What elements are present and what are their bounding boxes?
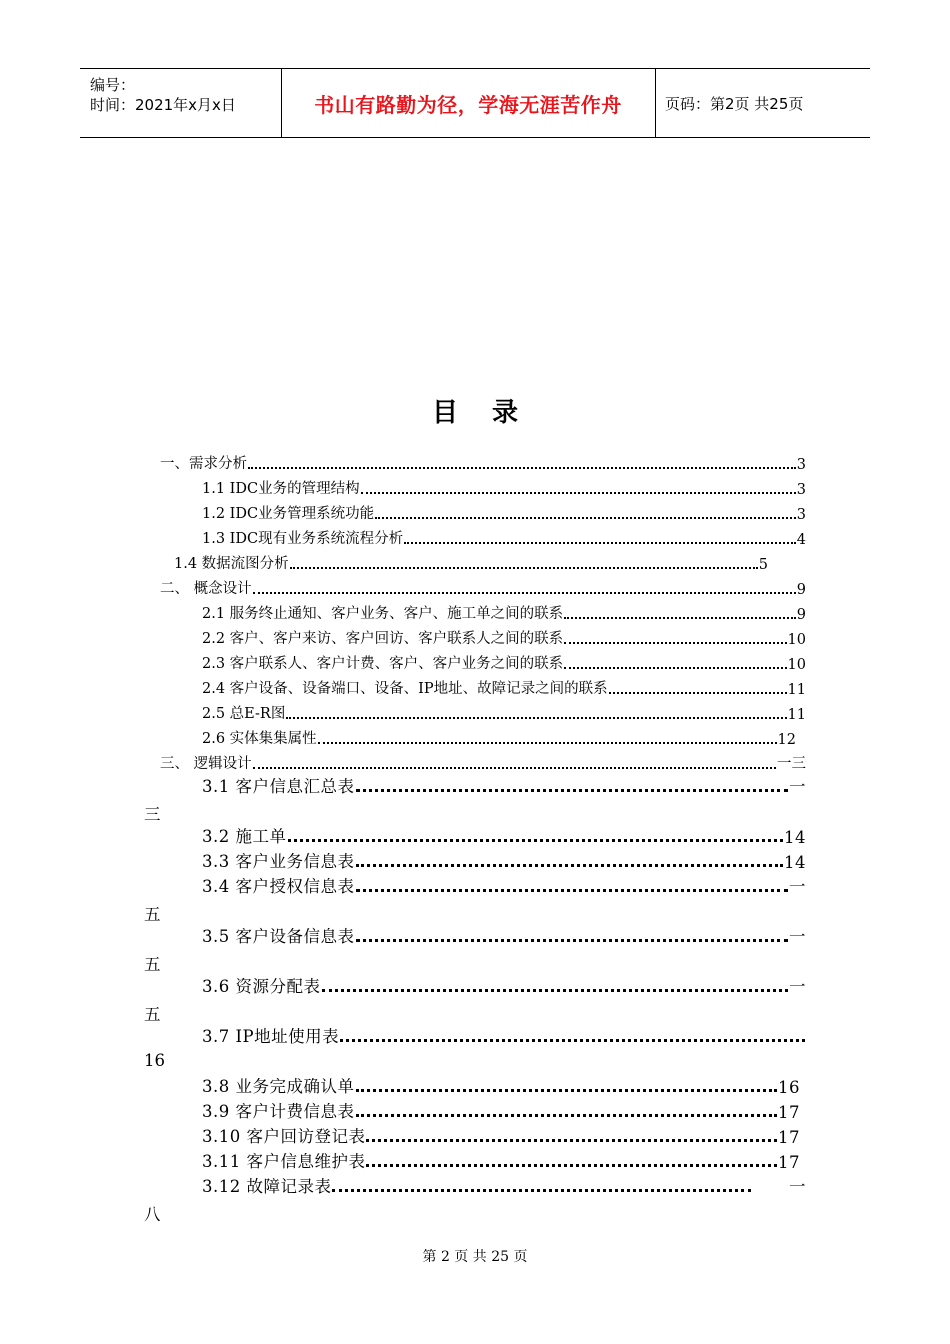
dot-leader [366,1129,777,1142]
toc-entry[interactable]: 三、 逻辑设计 一三 [160,756,806,772]
dot-leader [356,879,789,892]
toc-wrapped-page: 五 [144,1005,161,1024]
toc-entry[interactable]: 3.9 客户计费信息表 17 [202,1102,800,1122]
toc-entry[interactable]: 一、需求分析 3 [160,456,806,473]
toc-title-left: 目 [431,398,458,428]
number-label: 编号： [90,76,136,94]
dot-leader [356,854,784,867]
toc-entry[interactable]: 2.4 客户设备、设备端口、设备、IP地址、故障记录之间的联系 11 [202,681,806,698]
toc-entry[interactable]: 1.2 IDC业务管理系统功能 3 [202,506,806,523]
toc-entry[interactable]: 1.4 数据流图分析 5 [174,556,768,573]
toc-entry[interactable]: 1.1 IDC业务的管理结构 3 [202,481,806,498]
dot-leader [340,1029,805,1042]
dot-leader [253,582,796,594]
toc-entry[interactable]: 3.2 施工单 14 [202,827,806,847]
dot-leader [286,707,786,719]
toc-wrapped-page: 八 [144,1205,161,1224]
dot-leader [564,657,786,669]
toc-entry[interactable]: 3.4 客户授权信息表 一 [202,877,806,896]
dot-leader [290,557,758,569]
dot-leader [361,482,796,494]
dot-leader [356,1104,778,1117]
dot-leader [609,682,787,694]
toc-entry[interactable]: 3.8 业务完成确认单 16 [202,1077,800,1097]
toc-entry[interactable]: 2.2 客户、客户来访、客户回访、客户联系人之间的联系 10 [202,631,806,648]
dot-leader [318,732,777,744]
toc-entry[interactable]: 2.6 实体集集属性 12 [202,731,796,748]
dot-leader [332,1179,751,1192]
toc-entry[interactable]: 3.1 客户信息汇总表 一 [202,777,806,796]
dot-leader [356,929,789,942]
dot-leader [375,507,796,519]
toc-entry[interactable]: 1.3 IDC现有业务系统流程分析 4 [202,531,806,548]
motto: 书山有路勤为径，学海无涯苦作舟 [314,92,622,117]
toc-entry[interactable]: 3.3 客户业务信息表 14 [202,852,806,872]
toc-entry[interactable]: 3.6 资源分配表 一 [202,977,806,996]
dot-leader [564,632,786,644]
toc-wrapped-page: 五 [144,955,161,974]
toc-wrapped-page: 五 [144,905,161,924]
toc-title-right: 录 [492,398,519,428]
toc-wrapped-page: 三 [144,805,161,824]
dot-leader [404,532,796,544]
toc-entry[interactable]: 3.12 故障记录表 一 [202,1177,806,1196]
dot-leader [288,829,784,842]
time-label: 时间：2021年x月x日 [90,96,236,114]
toc-entry[interactable]: 3.10 客户回访登记表 17 [202,1127,800,1147]
toc-entry[interactable]: 2.3 客户联系人、客户计费、客户、客户业务之间的联系 10 [202,656,806,673]
dot-leader [253,757,776,769]
page-footer: 第 2 页 共 25 页 [422,1249,528,1265]
toc-entry[interactable]: 3.11 客户信息维护表 17 [202,1152,800,1172]
dot-leader [356,779,789,792]
dot-leader [248,457,796,469]
dot-leader [366,1154,777,1167]
dot-leader [322,979,789,992]
toc-entry[interactable]: 3.7 IP地址使用表 [202,1025,806,1047]
toc-entry[interactable]: 2.1 服务终止通知、客户业务、客户、施工单之间的联系 9 [202,606,806,623]
page-info: 页码：第2页 共25页 [665,94,804,113]
toc-entry[interactable]: 二、 概念设计 9 [160,581,806,598]
dot-leader [356,1079,778,1092]
dot-leader [564,607,796,619]
toc-wrapped-page: 16 [144,1051,165,1070]
toc-entry[interactable]: 2.5 总E-R图 11 [202,706,806,723]
toc-entry[interactable]: 3.5 客户设备信息表 一 [202,927,806,946]
